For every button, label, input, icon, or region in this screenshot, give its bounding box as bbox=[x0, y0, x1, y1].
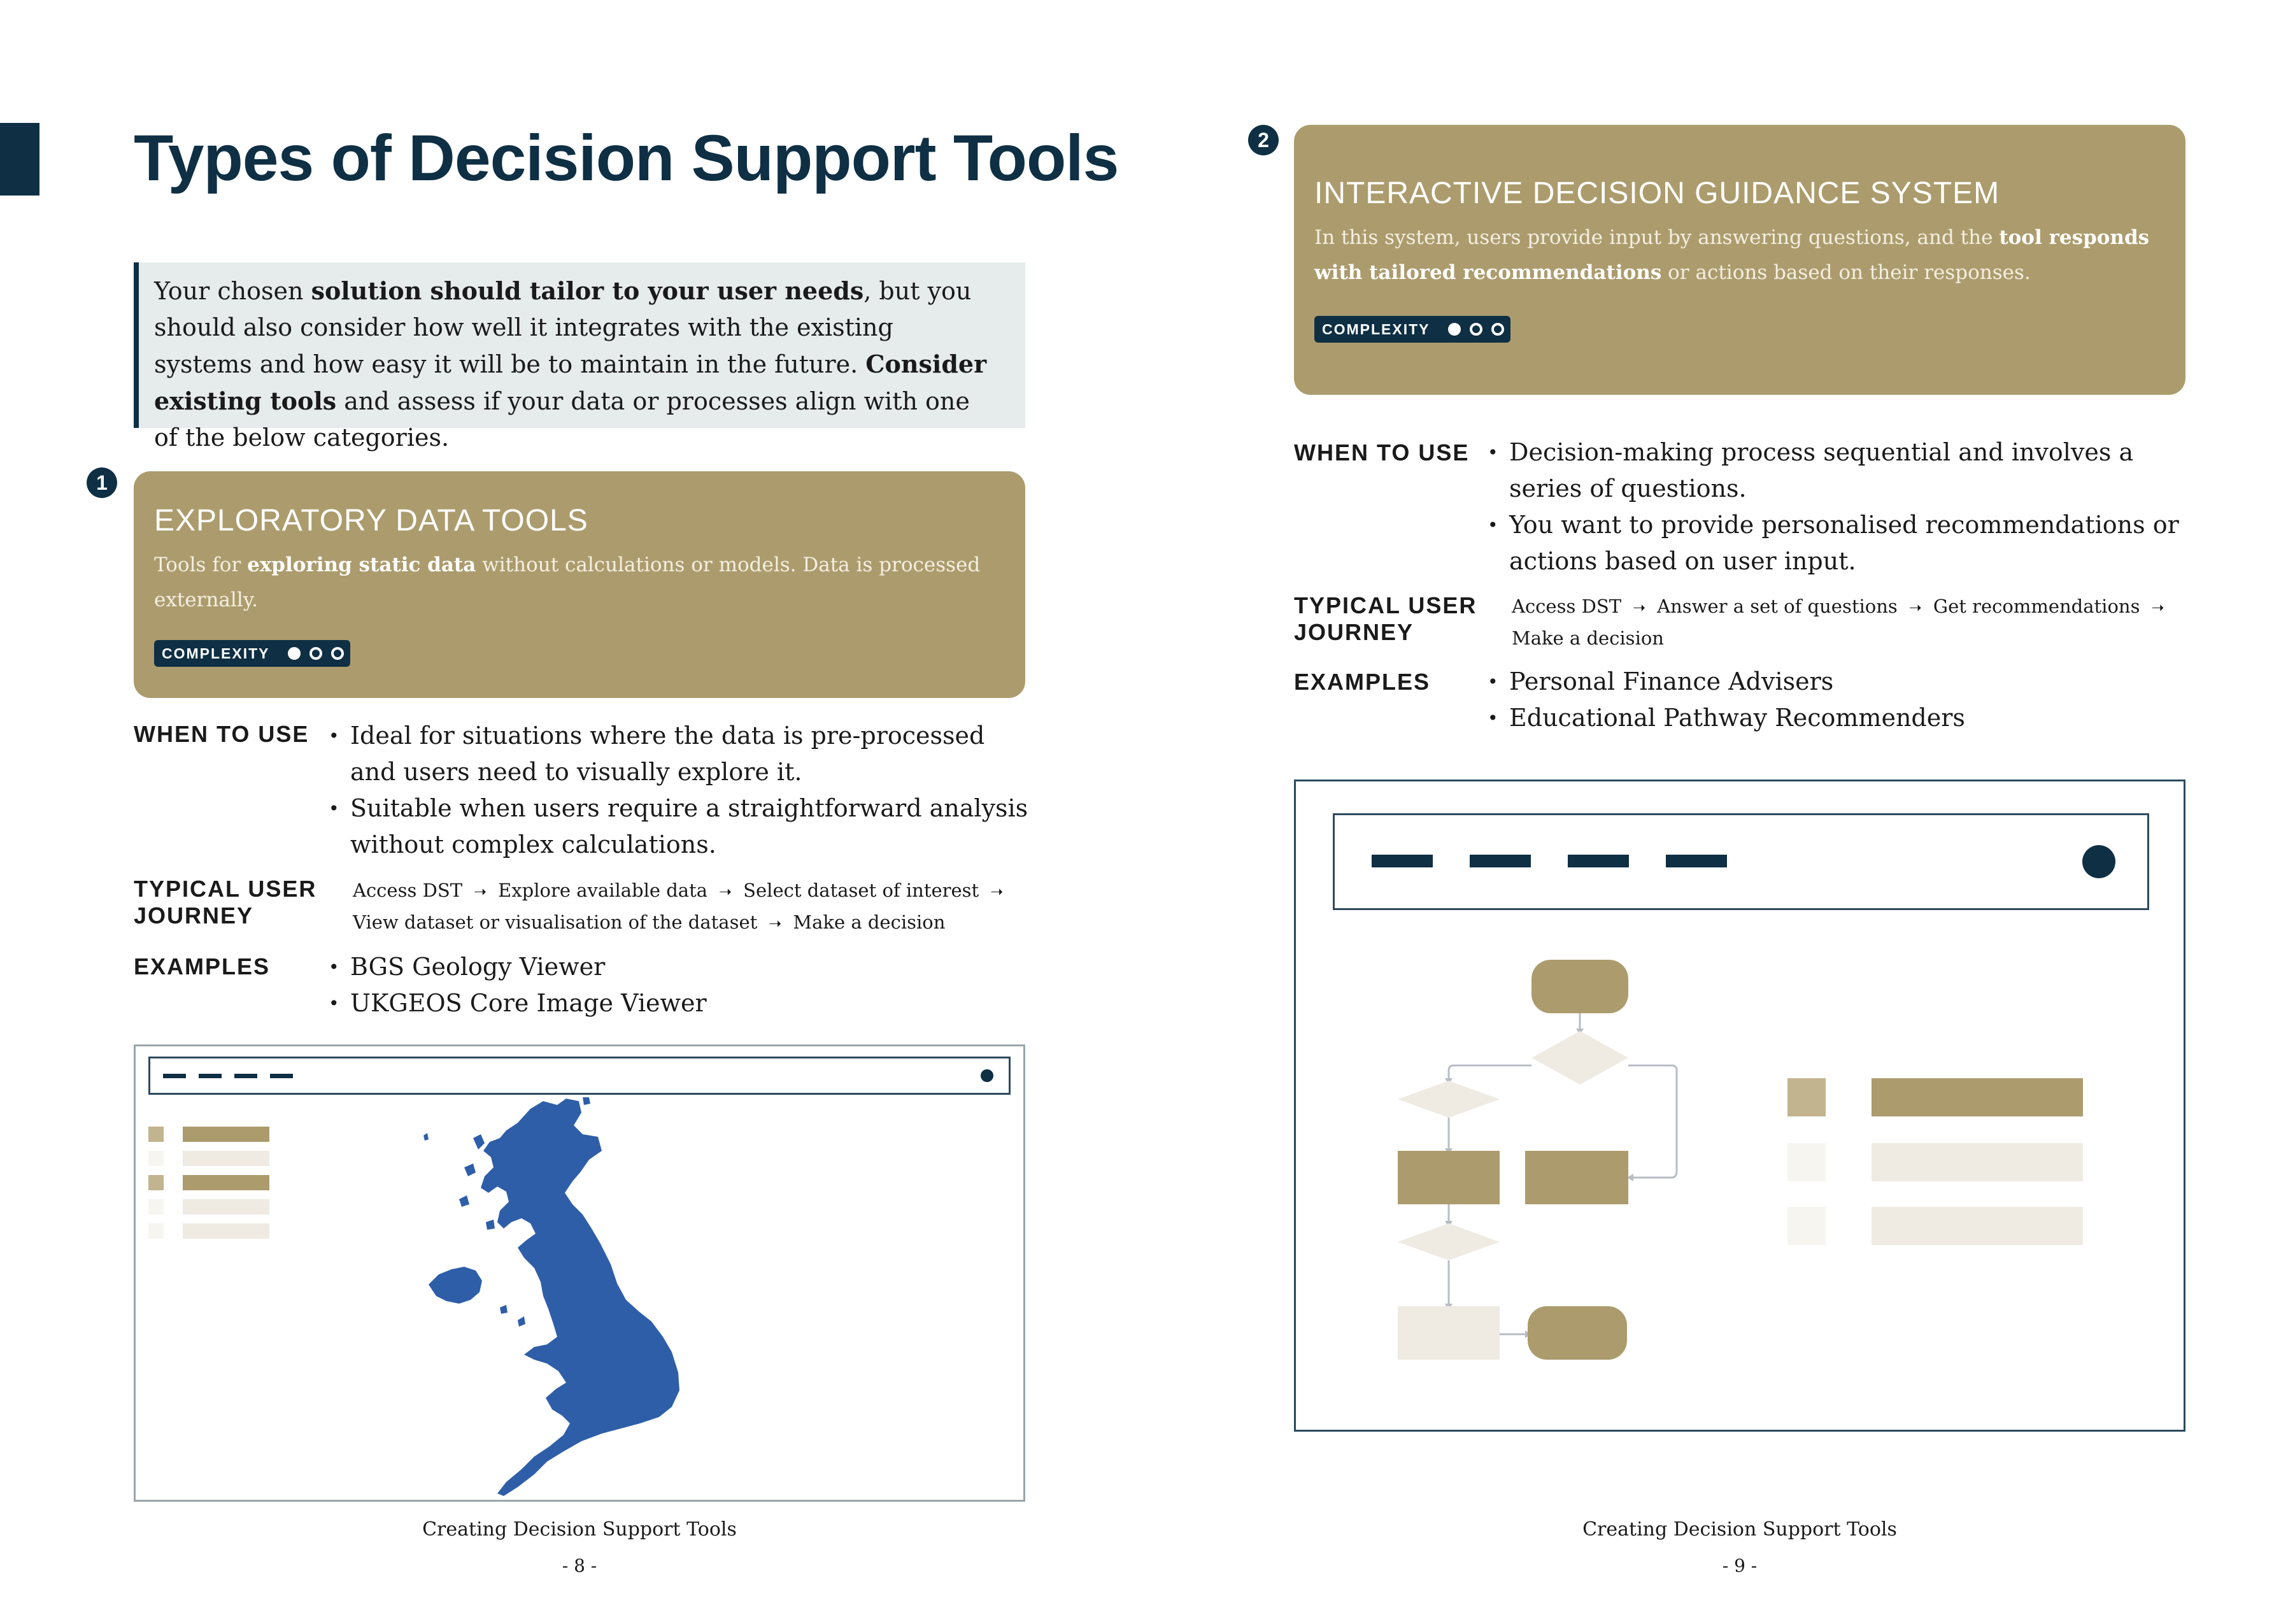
page-number: - 9 - bbox=[1722, 1555, 1758, 1576]
intro-callout bbox=[134, 262, 1025, 452]
card-heading: EXPLORATORY DATA TOOLS bbox=[154, 504, 588, 538]
when-to-use-label: WHEN TO USE bbox=[1294, 439, 1470, 466]
card-desc-text-1: Tools for bbox=[154, 553, 248, 576]
mock-option-checkbox bbox=[1787, 1078, 1826, 1116]
complexity-label: COMPLEXITY bbox=[162, 645, 270, 662]
examples-list bbox=[329, 949, 1029, 1022]
page-number: - 8 - bbox=[562, 1555, 597, 1576]
journey-label-line-2: JOURNEY bbox=[134, 902, 254, 929]
mock-menu-dash bbox=[234, 1074, 257, 1078]
when-to-use-label: WHEN TO USE bbox=[134, 721, 309, 747]
mock-layer-bar bbox=[183, 1151, 269, 1166]
mock-menu-dash bbox=[270, 1074, 293, 1078]
journey-step: Get recommendations bbox=[1933, 595, 2140, 617]
footer-title: Creating Decision Support Tools bbox=[1582, 1518, 1897, 1541]
journey-label bbox=[134, 876, 316, 929]
list-item: • You want to provide personalised recommendations or actions based on user input. bbox=[1488, 507, 2188, 580]
section-number-1: 1 bbox=[87, 467, 117, 498]
complexity-dot-empty bbox=[1491, 323, 1504, 336]
journey-step: Select dataset of interest bbox=[743, 880, 979, 901]
complexity-badge bbox=[1314, 316, 1510, 343]
complexity-dot-empty bbox=[1470, 323, 1482, 336]
list-item: • Personal Finance Advisers bbox=[1488, 664, 2188, 700]
card-description bbox=[1314, 220, 2174, 290]
decision-guidance-card bbox=[1294, 125, 2185, 395]
mock-option-checkbox bbox=[1787, 1207, 1826, 1245]
mock-checkbox bbox=[148, 1127, 164, 1142]
complexity-badge bbox=[154, 640, 350, 667]
arrow-right-icon: ➝ bbox=[1633, 599, 1646, 616]
card-desc-bold: tool responds with tailored recommendations bbox=[1314, 226, 2150, 284]
arrow-right-icon: ➝ bbox=[1908, 599, 1922, 616]
footer-title: Creating Decision Support Tools bbox=[422, 1518, 737, 1541]
journey-step: Explore available data bbox=[498, 880, 708, 901]
mock-option-bar bbox=[1872, 1143, 2083, 1181]
journey-label-line-1: TYPICAL USER bbox=[134, 876, 317, 902]
intro-text-3: and assess if your data or processes align with one of the below categories. bbox=[154, 387, 970, 452]
mock-option-checkbox bbox=[1787, 1143, 1826, 1181]
arrow-right-icon: ➝ bbox=[769, 915, 782, 932]
flow-start-node bbox=[1531, 960, 1628, 1013]
journey-label-line-1: TYPICAL USER bbox=[1294, 592, 1477, 618]
card-desc-text-2: without calculations or models. Data is processed externally. bbox=[154, 553, 981, 611]
exploratory-data-card bbox=[134, 471, 1025, 698]
intro-text-2: , but you should also consider how well it integrates with the existing systems and how easy it will be to maintain in the future. bbox=[154, 277, 972, 378]
mock-layer-bar bbox=[183, 1199, 269, 1214]
user-journey-steps bbox=[1512, 591, 2180, 653]
arrow-right-icon: ➝ bbox=[990, 883, 1004, 901]
mock-checkbox bbox=[148, 1223, 164, 1239]
journey-label-line-2: JOURNEY bbox=[1294, 619, 1414, 645]
journey-step: View dataset or visualisation of the dataset bbox=[353, 911, 758, 933]
arrow-right-icon: ➝ bbox=[2151, 599, 2164, 616]
mock-layer-bar bbox=[183, 1175, 269, 1190]
journey-step: Access DST bbox=[1512, 595, 1622, 617]
journey-step: Make a decision bbox=[793, 911, 946, 933]
map-viewer-mockup bbox=[134, 1044, 1025, 1502]
user-journey-steps bbox=[353, 875, 1021, 939]
complexity-dot-empty bbox=[309, 647, 322, 660]
mock-toolbar bbox=[148, 1057, 1011, 1095]
flow-process-node bbox=[1398, 1306, 1500, 1360]
intro-text-1: Your chosen bbox=[154, 277, 311, 305]
mock-layer-bar bbox=[183, 1223, 269, 1239]
mock-menu-dash bbox=[199, 1074, 222, 1078]
list-item: • BGS Geology Viewer bbox=[329, 949, 1029, 985]
flow-decision-node bbox=[1398, 1223, 1500, 1260]
list-item: • Suitable when users require a straightforward analysis without complex calculations. bbox=[329, 790, 1029, 863]
card-desc-bold: exploring static data bbox=[247, 553, 476, 576]
intro-bold-1: solution should tailor to your user needs bbox=[311, 276, 864, 305]
journey-step: Access DST bbox=[353, 880, 463, 901]
page-title: Types of Decision Support Tools bbox=[134, 122, 1119, 194]
mock-option-bar bbox=[1872, 1078, 2083, 1116]
complexity-dot-empty bbox=[331, 647, 344, 660]
card-desc-text-1: In this system, users provide input by answering questions, and the bbox=[1314, 226, 2000, 249]
when-to-use-list bbox=[1488, 434, 2188, 580]
list-item: • Decision-making process sequential and involves a series of questions. bbox=[1488, 434, 2188, 507]
flow-decision-node bbox=[1531, 1031, 1628, 1085]
uk-map-illustration bbox=[422, 1097, 715, 1502]
flow-process-node bbox=[1398, 1151, 1500, 1204]
flow-decision-node bbox=[1398, 1081, 1500, 1118]
journey-label bbox=[1294, 592, 1477, 646]
mock-checkbox bbox=[148, 1199, 164, 1214]
flowchart-illustration bbox=[1296, 781, 2184, 1430]
list-item: • Educational Pathway Recommenders bbox=[1488, 700, 2188, 736]
examples-label: EXAMPLES bbox=[134, 953, 271, 979]
card-heading: INTERACTIVE DECISION GUIDANCE SYSTEM bbox=[1314, 176, 2000, 210]
arrow-right-icon: ➝ bbox=[719, 883, 732, 901]
decision-guidance-mockup bbox=[1294, 780, 2185, 1432]
examples-list bbox=[1488, 664, 2188, 736]
list-item: • UKGEOS Core Image Viewer bbox=[329, 985, 1029, 1022]
card-description bbox=[154, 548, 982, 618]
journey-step: Make a decision bbox=[1512, 627, 1664, 649]
mock-layer-bar bbox=[183, 1127, 269, 1142]
arrow-right-icon: ➝ bbox=[474, 883, 487, 901]
card-desc-text-2: or actions based on their responses. bbox=[1661, 261, 2031, 284]
list-item: • Ideal for situations where the data is pre-processed and users need to visually explore it. bbox=[329, 718, 1029, 790]
examples-label: EXAMPLES bbox=[1294, 669, 1431, 695]
mock-checkbox bbox=[148, 1151, 164, 1166]
mock-checkbox bbox=[148, 1175, 164, 1190]
edge-tab-marker bbox=[0, 123, 39, 196]
flow-end-node bbox=[1528, 1306, 1627, 1360]
journey-step: Answer a set of questions bbox=[1657, 595, 1898, 617]
complexity-dot-filled bbox=[288, 647, 301, 660]
mock-menu-dash bbox=[163, 1074, 186, 1078]
complexity-dot-filled bbox=[1448, 323, 1461, 336]
complexity-label: COMPLEXITY bbox=[1322, 320, 1430, 338]
mock-option-bar bbox=[1872, 1207, 2083, 1245]
intro-bold-2: Consider existing tools bbox=[154, 350, 987, 415]
flow-process-node bbox=[1525, 1151, 1628, 1204]
when-to-use-list bbox=[329, 718, 1029, 863]
section-number-2: 2 bbox=[1248, 125, 1279, 155]
mock-avatar-dot bbox=[981, 1069, 993, 1082]
